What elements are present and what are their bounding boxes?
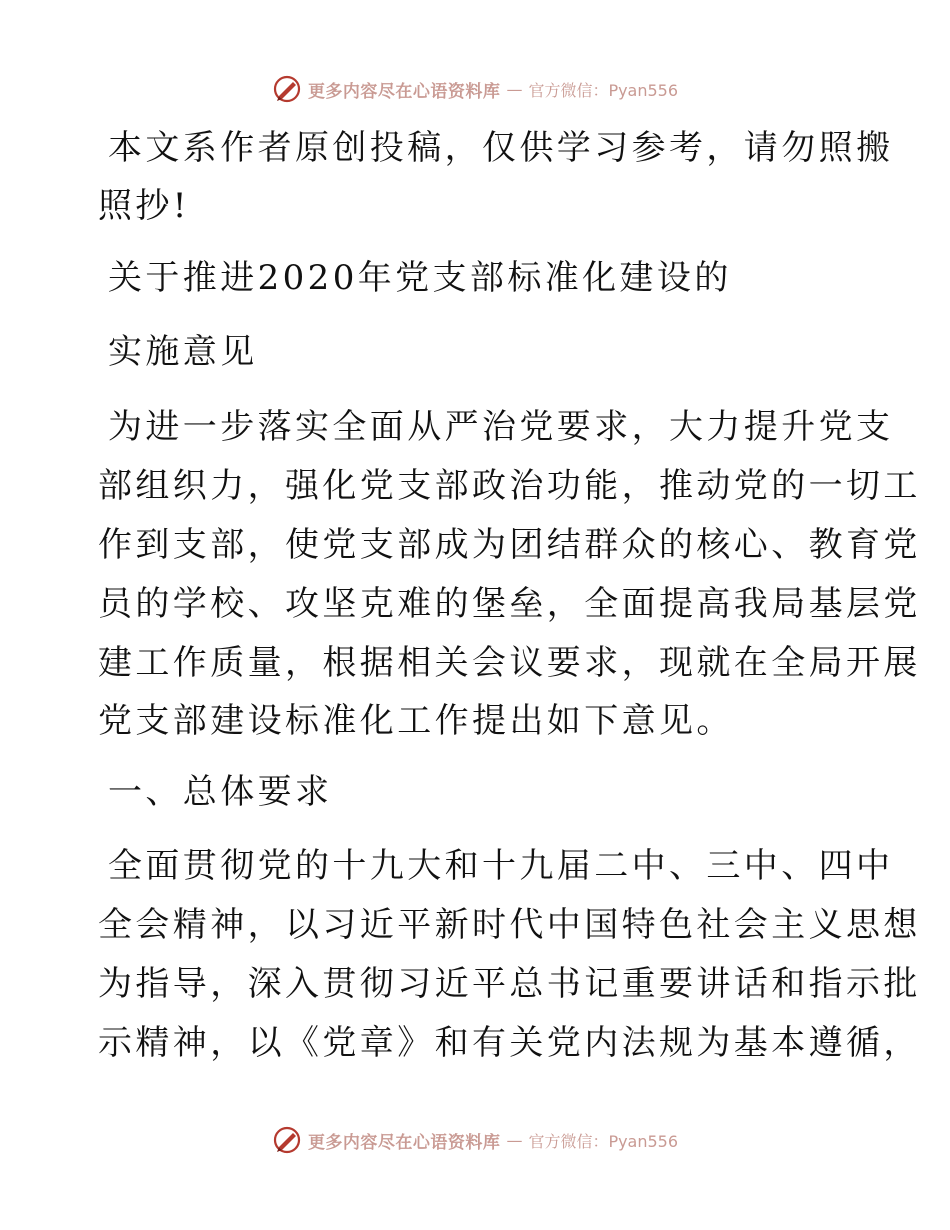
watermark-wechat: 官方微信：Pyan556 bbox=[528, 1131, 679, 1151]
paragraph-line: 部组织力，强化党支部政治功能，推动党的一切工 bbox=[98, 466, 921, 506]
section-heading: 一、总体要求 bbox=[108, 772, 333, 812]
pen-circle-logo-icon bbox=[272, 74, 302, 104]
paragraph-line: 为指导，深入贯彻习近平总书记重要讲话和指示批 bbox=[98, 964, 921, 1004]
title-line: 实施意见 bbox=[108, 332, 258, 372]
watermark-separator: — bbox=[506, 79, 523, 99]
paragraph-line: 示精神，以《党章》和有关党内法规为基本遵循， bbox=[98, 1023, 921, 1063]
pen-circle-logo-icon bbox=[272, 1125, 302, 1155]
header-watermark bbox=[0, 72, 950, 106]
title-line: 关于推进2020年党支部标准化建设的 bbox=[108, 258, 732, 298]
paragraph-line: 为进一步落实全面从严治党要求，大力提升党支 bbox=[108, 407, 894, 447]
paragraph-line: 作到支部，使党支部成为团结群众的核心、教育党 bbox=[98, 525, 921, 565]
notice-line: 本文系作者原创投稿，仅供学习参考，请勿照搬 bbox=[108, 128, 894, 168]
paragraph-line: 建工作质量，根据相关会议要求，现就在全局开展 bbox=[98, 643, 921, 683]
watermark-separator: — bbox=[506, 1130, 523, 1150]
watermark-site-text: 更多内容尽在心语资料库 bbox=[307, 1132, 501, 1153]
footer-watermark bbox=[0, 1123, 950, 1157]
paragraph-line: 员的学校、攻坚克难的堡垒，全面提高我局基层党 bbox=[98, 584, 921, 624]
notice-line: 照抄! bbox=[98, 186, 190, 226]
paragraph-line: 全会精神，以习近平新时代中国特色社会主义思想 bbox=[98, 905, 921, 945]
watermark-wechat: 官方微信：Pyan556 bbox=[528, 80, 679, 100]
paragraph-line: 全面贯彻党的十九大和十九届二中、三中、四中 bbox=[108, 846, 894, 886]
paragraph-line: 党支部建设标准化工作提出如下意见。 bbox=[98, 701, 734, 741]
watermark-site-text: 更多内容尽在心语资料库 bbox=[307, 81, 501, 102]
